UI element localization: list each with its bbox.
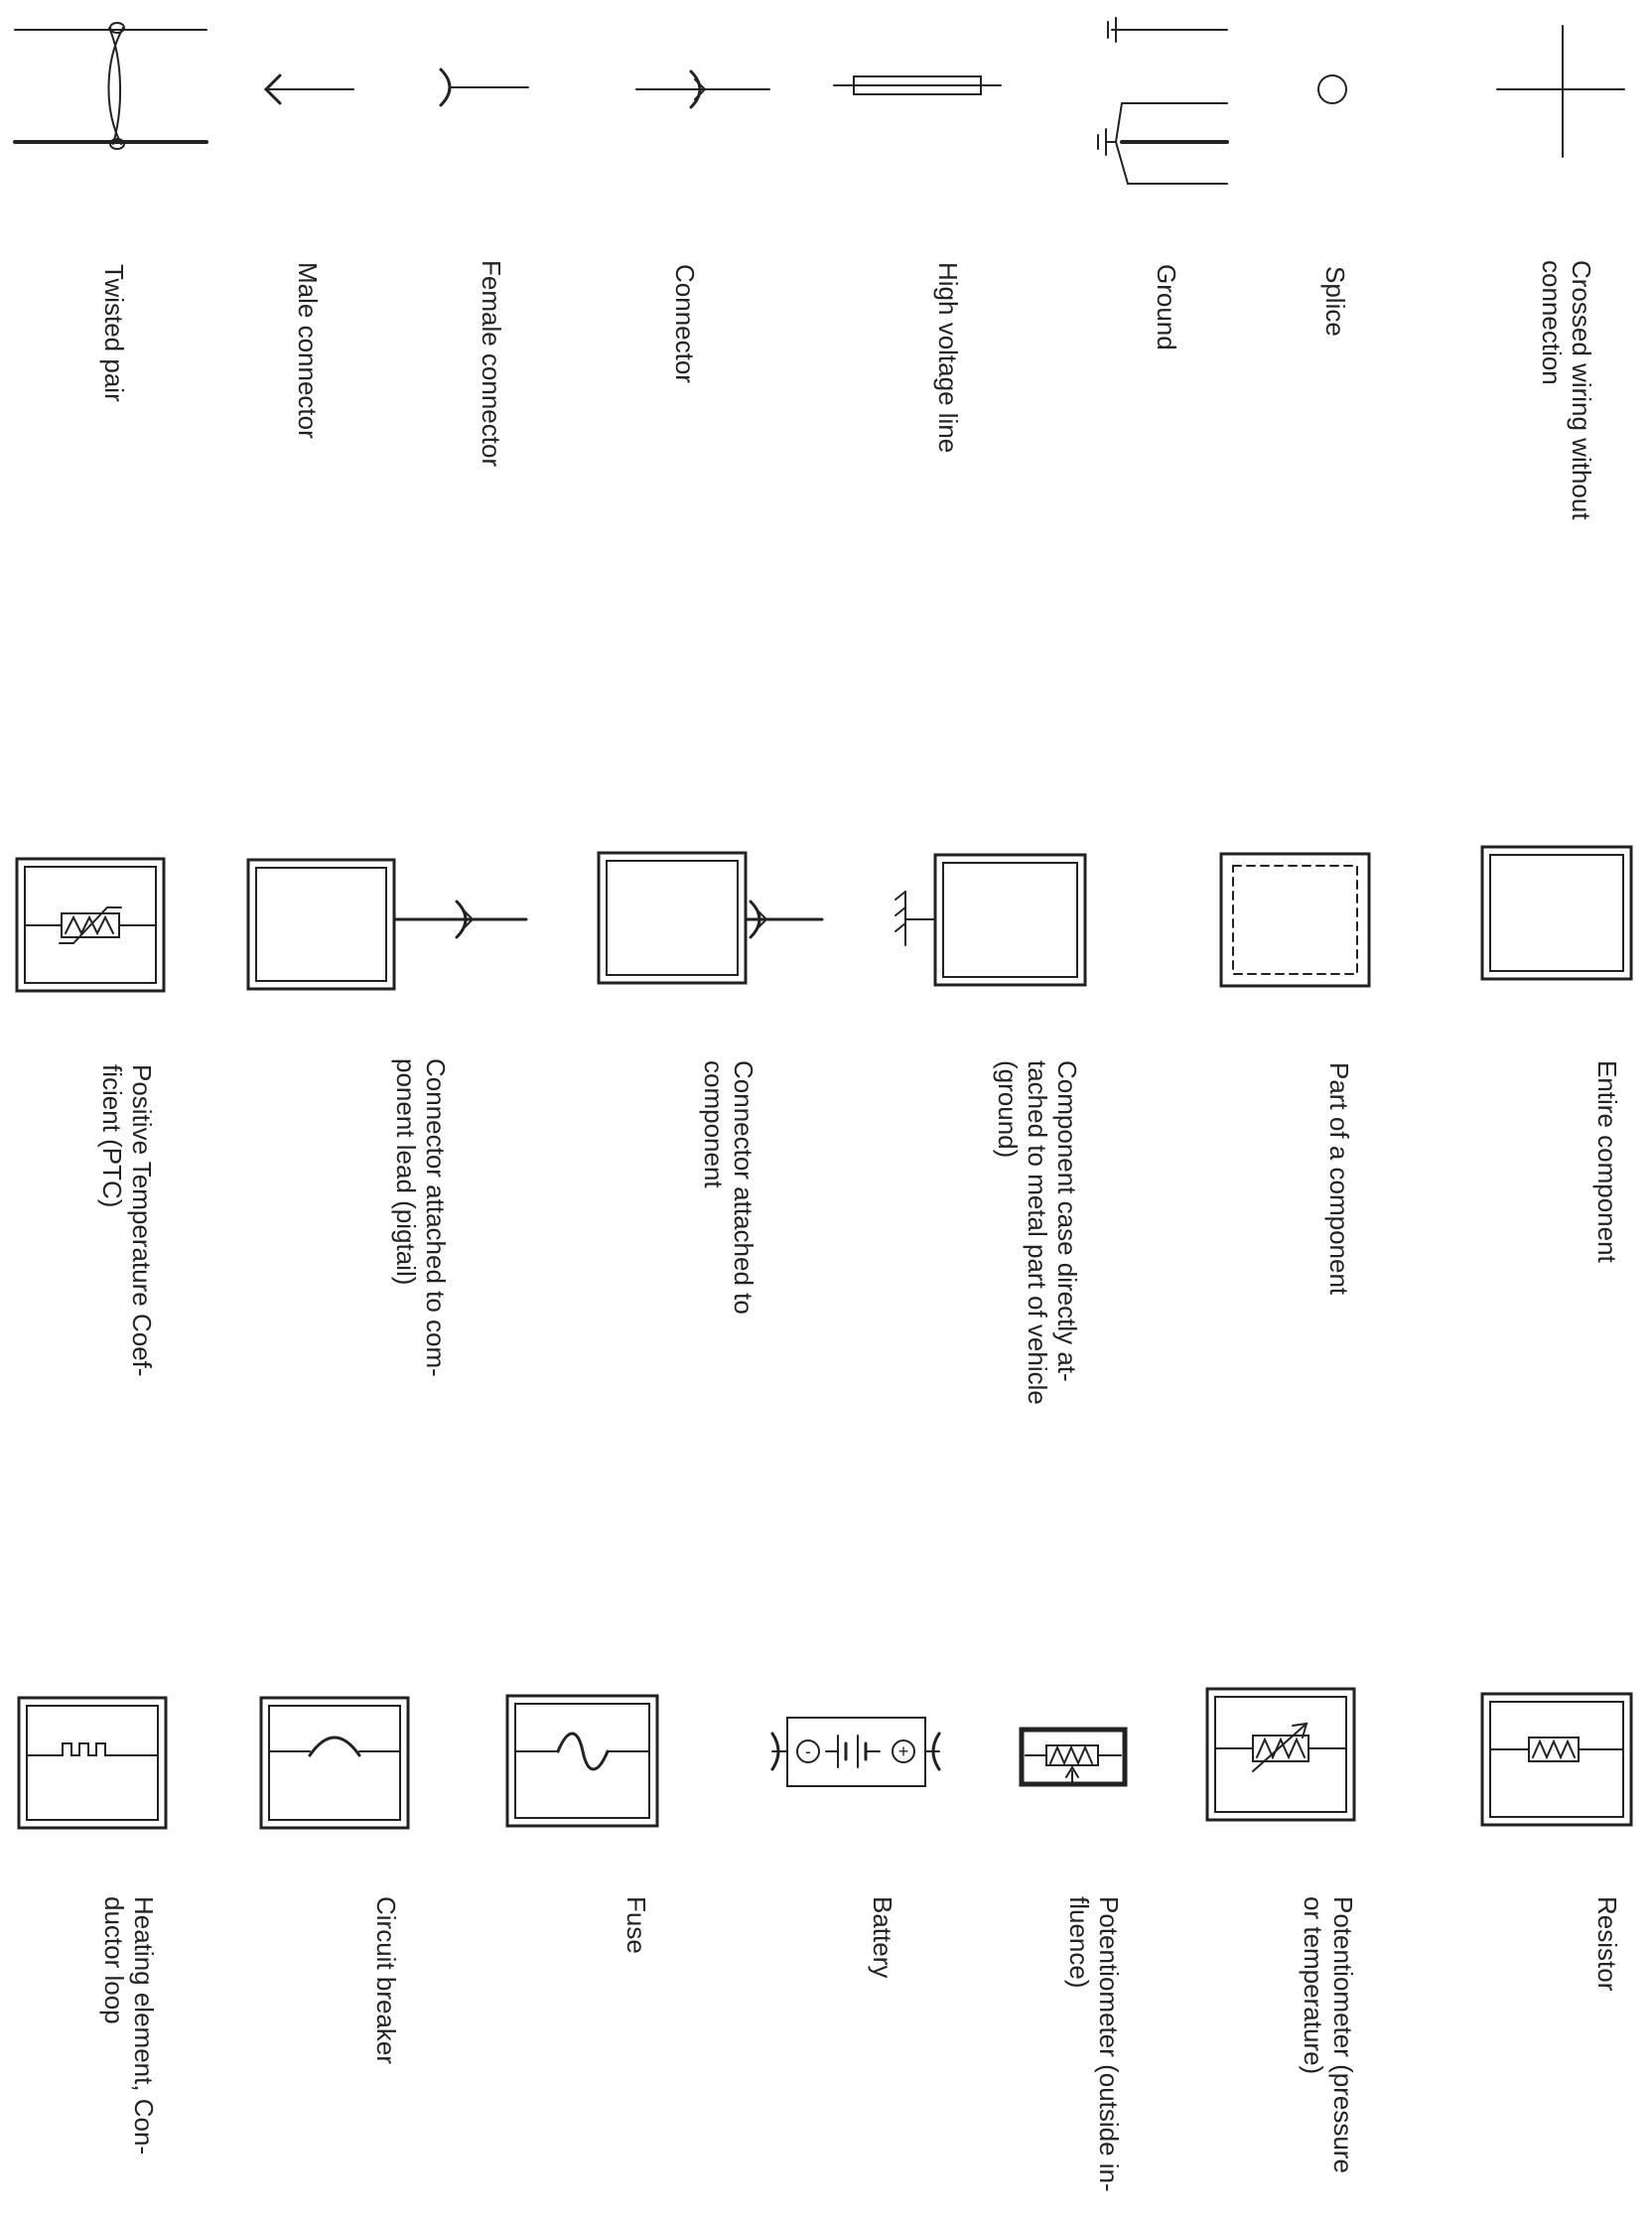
label-twisted-pair: Twisted pair [99,264,129,402]
crossed-wiring-icon [1497,26,1624,157]
ground-icon [1098,18,1227,184]
label-female-connector: Female connector [477,260,506,468]
heating-element-icon [19,1698,166,1828]
label-circuit-breaker: Circuit breaker [371,1896,401,2065]
label-pigtail: Connector attached to com- ponent lead (pigtail) [391,1058,451,1377]
label-pot-pressure: Potentiometer (pressure or temperature) [1299,1896,1358,2173]
connector-icon [636,71,769,107]
label-splice: Splice [1320,266,1350,337]
resistor-icon [1482,1694,1631,1825]
label-fuse: Fuse [621,1896,651,1954]
label-battery: Battery [868,1896,897,1979]
pigtail-connector-icon [248,860,526,989]
splice-icon [1318,75,1346,103]
twisted-pair-icon [15,23,206,149]
entire-component-icon [1482,847,1631,979]
battery-icon [772,1718,939,1786]
potentiometer-pressure-icon [1207,1689,1354,1820]
label-connector-component: Connector attached to component [699,1060,758,1315]
potentiometer-outside-icon [1022,1730,1125,1784]
label-male-connector: Male connector [293,262,323,439]
part-component-icon [1221,854,1369,986]
label-ptc: Positive Temperature Coef- ficient (PTC) [97,1064,157,1377]
circuit-breaker-icon [261,1698,408,1828]
label-heating-element: Heating element, Con- ductor loop [99,1896,159,2155]
battery-plus-mark: + [897,1741,909,1761]
fuse-icon [507,1696,657,1826]
female-connector-icon [441,70,528,105]
battery-minus-mark: - [805,1741,811,1761]
label-high-voltage-line: High voltage line [933,262,963,454]
label-entire-component: Entire component [1592,1060,1622,1263]
label-crossed-wiring: Crossed wiring without connection [1537,260,1596,520]
label-case-ground: Component case directly at- tached to metal part of vehicle (ground) [993,1060,1082,1405]
label-part-component: Part of a component [1324,1062,1354,1296]
high-voltage-line-icon [834,76,1001,94]
male-connector-icon [266,75,353,103]
label-resistor: Resistor [1592,1896,1622,1992]
label-ground: Ground [1152,264,1181,350]
label-connector: Connector [670,264,700,383]
label-pot-outside: Potentiometer (outside in- fluence) [1064,1896,1124,2192]
ptc-component-icon [17,859,164,991]
case-ground-icon [895,855,1085,985]
component-connector-icon [599,853,822,983]
